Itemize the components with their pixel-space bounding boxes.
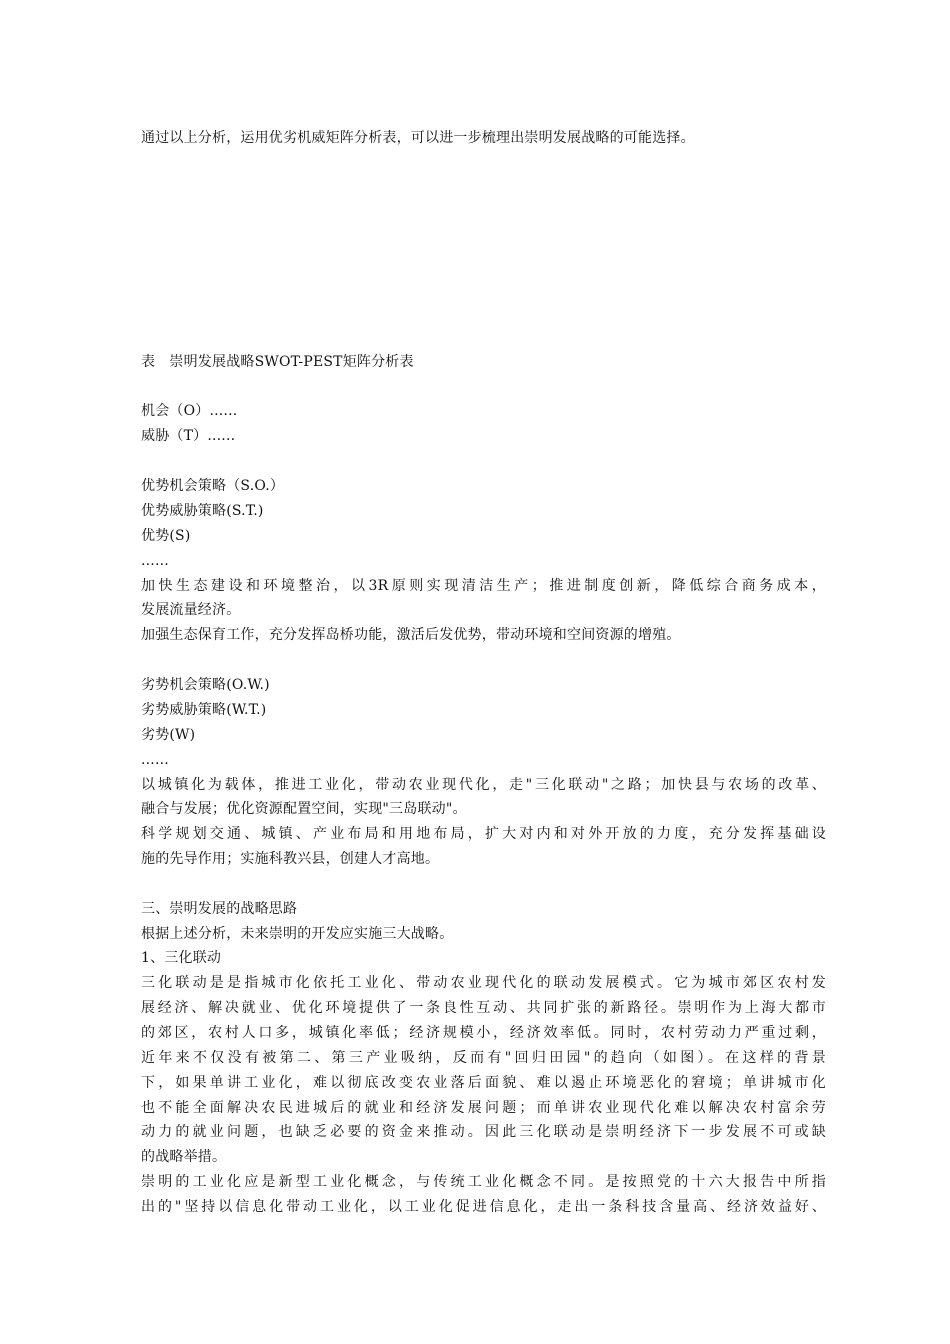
paragraph-line: 三化联动是是指城市化依托工业化、带动农业现代化的联动发展模式。它为城市郊区农村发 (141, 975, 826, 991)
wt-strategy-text-line: 科学规划交通、城镇、产业布局和用地布局，扩大对内和对外开放的力度，充分发挥基础设 (141, 826, 826, 842)
threat-label: 威胁（T）...... (141, 428, 236, 444)
so-strategy-label: 优势机会策略（S.O.） (141, 478, 285, 494)
ow-strategy-text-line: 以城镇化为载体，推进工业化，带动农业现代化，走"三化联动"之路；加快县与农场的改革、 (141, 777, 826, 793)
paragraph-line: 的郊区，农村人口多，城镇化率低；经济规模小，经济效率低。同时，农村劳动力严重过剩， (141, 1025, 826, 1041)
weakness-dots: ...... (141, 752, 169, 768)
wt-strategy-text-line: 施的先导作用；实施科教兴县，创建人才高地。 (141, 851, 440, 867)
section-heading: 三、崇明发展的战略思路 (141, 901, 298, 917)
paragraph-line: 出的"坚持以信息化带动工业化，以工业化促进信息化，走出一条科技含量高、经济效益好、 (141, 1199, 826, 1215)
table-caption: 表 崇明发展战略SWOT-PEST矩阵分析表 (141, 354, 414, 370)
st-strategy-label: 优势威胁策略(S.T.) (141, 503, 264, 519)
ow-strategy-label: 劣势机会策略(O.W.) (141, 677, 270, 693)
intro-text: 通过以上分析，运用优劣机威矩阵分析表，可以进一步梳理出崇明发展战略的可能选择。 (141, 130, 695, 146)
paragraph-line: 也不能全面解决农民进城后的就业和经济发展问题；而单讲农业现代化难以解决农村富余劳 (141, 1100, 826, 1116)
wt-strategy-label: 劣势威胁策略(W.T.) (141, 702, 267, 718)
so-strategy-text-line: 发展流量经济。 (141, 602, 241, 618)
strength-dots: ...... (141, 553, 169, 569)
paragraph-line: 展经济、解决就业、优化环境提供了一条良性互动、共同扩张的新路径。崇明作为上海大都市 (141, 1000, 826, 1016)
paragraph-line: 的战略举措。 (141, 1149, 227, 1165)
so-strategy-text-line: 加快生态建设和环境整治，以3R原则实现清洁生产；推进制度创新，降低综合商务成本， (141, 578, 826, 594)
section-intro: 根据上述分析，未来崇明的开发应实施三大战略。 (141, 926, 454, 942)
paragraph-line: 崇明的工业化应是新型工业化概念，与传统工业化概念不同。是按照党的十六大报告中所指 (141, 1174, 826, 1190)
st-strategy-text: 加强生态保育工作，充分发挥岛桥功能，激活后发优势，带动环境和空间资源的增殖。 (141, 627, 681, 643)
paragraph-line: 下，如果单讲工业化，难以彻底改变农业落后面貌、难以遏止环境恶化的窘境；单讲城市化 (141, 1075, 826, 1091)
paragraph-line: 近年来不仅没有被第二、第三产业吸纳，反而有"回归田园"的趋向（如图）。在这样的背景 (141, 1050, 826, 1066)
strength-label: 优势(S) (141, 528, 191, 544)
paragraph-line: 动力的就业问题，也缺乏必要的资金来推动。因此三化联动是崇明经济下一步发展不可或缺 (141, 1124, 826, 1140)
sub-heading: 1、三化联动 (141, 950, 222, 966)
opportunity-label: 机会（O）...... (141, 403, 238, 419)
weakness-label: 劣势(W) (141, 727, 196, 743)
ow-strategy-text-line: 融合与发展；优化资源配置空间，实现"三岛联动"。 (141, 801, 467, 817)
